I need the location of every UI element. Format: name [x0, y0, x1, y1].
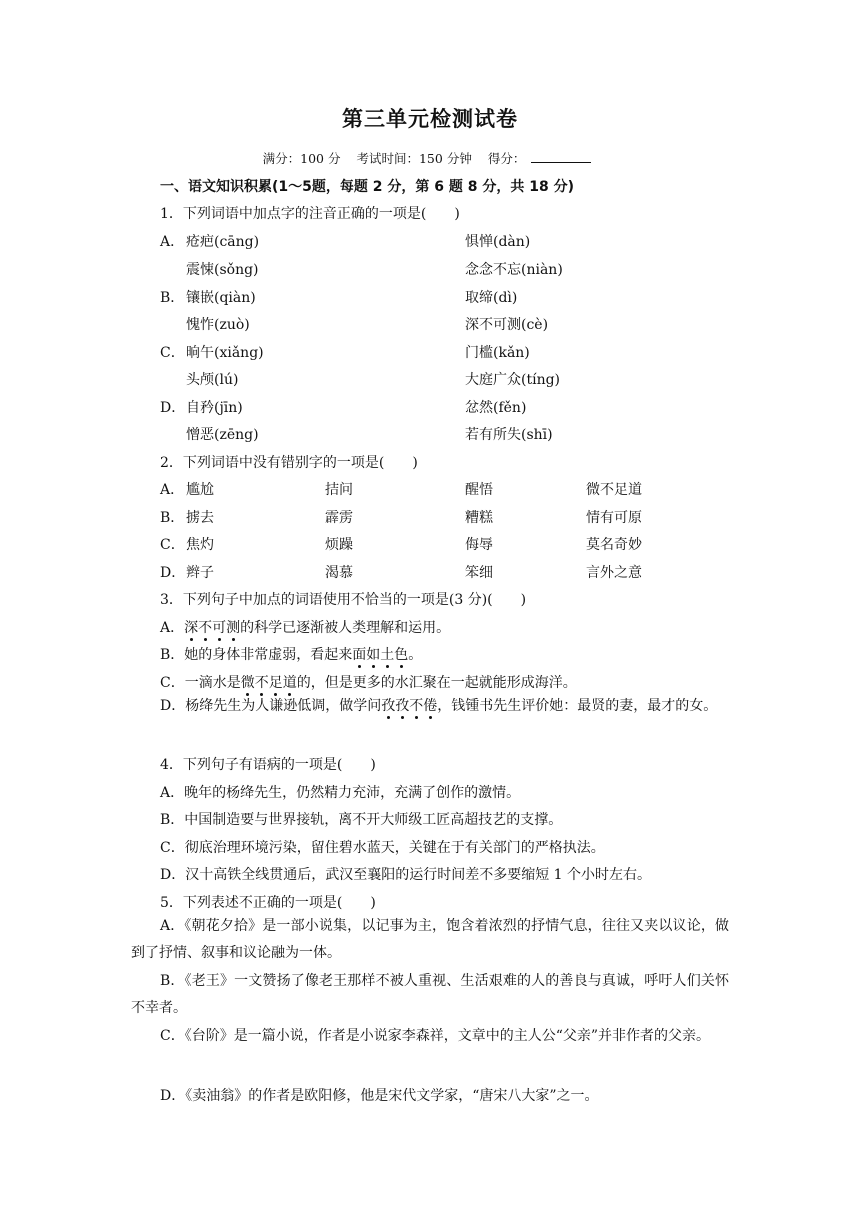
q4-stem: 4．下列句子有语病的一项是( ): [160, 757, 376, 773]
score-label: 得分：: [487, 151, 526, 166]
q4-option-c: C．彻底治理环境污染，留住碧水蓝天，关键在于有关部门的严格执法。: [160, 840, 605, 856]
q1-a-word2: 惧惮(dàn): [465, 234, 531, 250]
q2-c-word2: 烦躁: [325, 537, 353, 553]
q1-option-c-label: C．: [160, 345, 185, 361]
q2-d-word1: 辫子: [186, 565, 214, 581]
q3-d-suffix: ，钱锺书先生评价她：最贤的妻，最才的女。: [437, 698, 718, 714]
q5-option-a: A．《朝花夕拾》是一部小说集，以记事为主，饱含着浓烈的抒情气息，往往又夹以议论，做到了抒情、叙事和议论融为一体。: [131, 918, 729, 961]
q1-option-d-label: D．: [160, 400, 186, 416]
q2-b-word2: 霹雳: [325, 510, 353, 526]
q2-row-c-label: C．: [160, 537, 185, 553]
q1-d-word4: 若有所失(shī): [465, 427, 553, 443]
q1-stem: 1．下列词语中加点字的注音正确的一项是( ): [160, 206, 460, 222]
q1-c-word2: 门槛(kǎn): [465, 345, 530, 361]
dotted-char: 不: [254, 675, 269, 691]
q4-option-b: B．中国制造要与世界接轨，离不开大师级工匠高超技艺的支撑。: [160, 812, 563, 828]
q3-option-b: [160, 644, 422, 664]
q3-option-a: [160, 617, 450, 637]
q4-option-a: A．晚年的杨绛先生，仍然精力充沛，充满了创作的激情。: [160, 785, 521, 801]
q3-b-dotted-phrase: [352, 647, 408, 663]
q1-b-word1: 镶嵌(qiàn): [186, 290, 256, 306]
dotted-char: 色: [394, 647, 409, 663]
full-score: 满分：100 分: [262, 151, 341, 166]
q2-d-word3: 笨细: [465, 565, 493, 581]
q2-d-word4: 言外之意: [586, 565, 642, 581]
q2-stem: 2．下列词语中没有错别字的一项是( ): [160, 455, 418, 471]
page-title: 第三单元检测试卷: [342, 107, 518, 131]
q1-option-a-label: A．: [160, 234, 185, 250]
dotted-char: 道: [282, 675, 297, 691]
q5-option-b: B．《老王》一文赞扬了像老王那样不被人重视、生活艰难的人的善良与真诚，呼吁人们关怀不幸者。: [131, 973, 729, 1016]
q2-a-word2: 拮问: [325, 482, 353, 498]
q1-a-word4: 念念不忘(niàn): [465, 262, 563, 278]
q3-c-prefix: C．一滴水是: [160, 675, 241, 691]
q2-c-word4: 莫名奇妙: [586, 537, 642, 553]
dotted-char: 微: [240, 675, 255, 691]
q5-stem: 5．下列表述不正确的一项是( ): [160, 895, 376, 911]
dotted-char: 不: [409, 698, 424, 714]
q5-option-c: C．《台阶》是一篇小说，作者是小说家李森祥，文章中的主人公“父亲”并非作者的父亲。: [160, 1028, 711, 1044]
q2-b-word3: 糟糕: [465, 510, 493, 526]
dotted-char: 深: [184, 620, 199, 636]
q3-b-suffix: 。: [408, 647, 423, 663]
q3-stem: 3．下列句子中加点的词语使用不恰当的一项是(3 分)( ): [160, 592, 527, 608]
score-field: [488, 151, 598, 166]
dotted-char: 孜: [395, 698, 410, 714]
q5-option-d: D．《卖油翁》的作者是欧阳修，他是宋代文学家，“唐宋八大家”之一。: [160, 1088, 599, 1104]
q1-option-b-label: B．: [160, 290, 185, 306]
q1-c-word3: 头颅(lú): [186, 372, 239, 388]
q3-a-suffix: 的科学已逐渐被人类理解和运用。: [240, 620, 451, 636]
q2-a-word3: 醒悟: [465, 482, 493, 498]
q3-b-prefix: B．她的身体非常虚弱，看起来: [160, 647, 353, 663]
q1-d-word1: 自矜(jīn): [186, 400, 243, 416]
q2-row-a-label: A．: [160, 482, 185, 498]
q3-d-prefix: D．杨绛先生为人谦逊低调，做学问: [160, 698, 382, 714]
dotted-char: 可: [212, 620, 227, 636]
q3-c-suffix: 的，但是更多的水汇聚在一起就能形成海洋。: [296, 675, 577, 691]
q2-c-word3: 侮辱: [465, 537, 493, 553]
q2-a-word1: 尴尬: [186, 482, 214, 498]
q4-option-d: D．汉十高铁全线贯通后，武汉至襄阳的运行时间差不多要缩短 1 个小时左右。: [160, 867, 652, 883]
dotted-char: 孜: [381, 698, 396, 714]
q1-a-word1: 疮疤(cāng): [186, 234, 260, 250]
q3-a-prefix: A．: [160, 620, 185, 636]
q2-c-word1: 焦灼: [186, 537, 214, 553]
q1-c-word4: 大庭广众(tíng): [465, 372, 561, 388]
q3-d-dotted-phrase: [381, 698, 437, 714]
q3-c-dotted-phrase: [241, 675, 297, 691]
exam-time: 考试时间：150 分钟: [356, 151, 472, 166]
dotted-char: 足: [268, 675, 283, 691]
q1-a-word3: 震悚(sǒng): [186, 262, 259, 278]
dotted-char: 测: [226, 620, 241, 636]
dotted-char: 不: [198, 620, 213, 636]
q1-b-word2: 取缔(dì): [465, 290, 518, 306]
q2-a-word4: 微不足道: [586, 482, 642, 498]
q1-b-word4: 深不可测(cè): [465, 317, 549, 333]
q1-d-word2: 忿然(fěn): [465, 400, 527, 416]
score-blank[interactable]: [531, 150, 591, 163]
q2-d-word2: 渴慕: [325, 565, 353, 581]
q3-a-dotted-phrase: [184, 620, 240, 636]
q2-b-word1: 掳去: [186, 510, 214, 526]
dotted-char: 如: [366, 647, 381, 663]
dotted-char: 土: [380, 647, 395, 663]
q3-option-c: [160, 672, 577, 692]
section-heading: 一、语文知识积累(1～5题，每题 2 分，第 6 题 8 分，共 18 分): [160, 179, 574, 195]
q2-row-d-label: D．: [160, 565, 186, 581]
dotted-char: 倦: [423, 698, 438, 714]
q1-d-word3: 憎恶(zēng): [186, 427, 259, 443]
q2-row-b-label: B．: [160, 510, 185, 526]
exam-meta: [0, 149, 860, 167]
q1-b-word3: 愧怍(zuò): [186, 317, 250, 333]
q3-option-d: [131, 693, 729, 720]
q1-c-word1: 晌午(xiǎng): [186, 345, 264, 361]
q2-b-word4: 情有可原: [586, 510, 642, 526]
dotted-char: 面: [352, 647, 367, 663]
